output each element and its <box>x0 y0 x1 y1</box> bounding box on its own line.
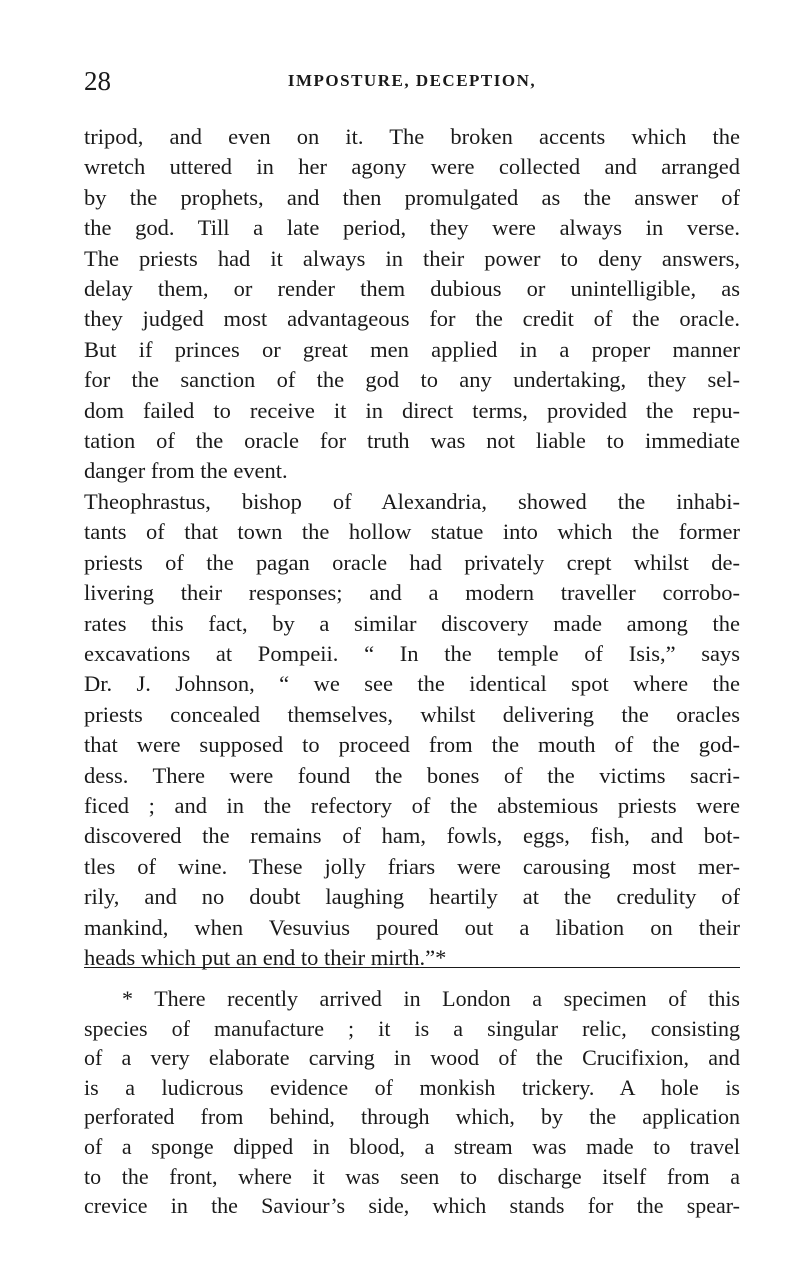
footnote-line: of a sponge dipped in blood, a stream was made to travel <box>84 1133 740 1159</box>
text-line: they judged most advantageous for the credit of the oracle. <box>84 306 740 332</box>
text-line: dess. There were found the bones of the victims sacri- <box>84 762 740 788</box>
text-line: for the sanction of the god to any undertaking, they sel- <box>84 367 740 393</box>
footnote-line: to the front, where it was seen to discharge itself from a <box>84 1163 740 1189</box>
text-line: delay them, or render them dubious or unintelligible, as <box>84 276 740 302</box>
text-line: heads which put an end to their mirth.”* <box>84 944 447 970</box>
text-line: discovered the remains of ham, fowls, eggs, fish, and bot- <box>84 823 740 849</box>
text-line: the god. Till a late period, they were always in verse. <box>84 215 740 241</box>
footnote-line: crevice in the Saviour’s side, which stands for the spear- <box>84 1193 740 1219</box>
text-line: that were supposed to proceed from the mouth of the god- <box>84 732 740 758</box>
text-line: tles of wine. These jolly friars were carousing most mer- <box>84 853 740 879</box>
text-line: livering their responses; and a modern traveller corrobo- <box>84 580 740 606</box>
text-line: by the prophets, and then promulgated as the answer of <box>84 184 740 210</box>
page-header <box>84 66 740 96</box>
text-line: mankind, when Vesuvius poured out a libation on their <box>84 914 740 940</box>
text-line: Dr. J. Johnson, “ we see the identical spot where the <box>84 671 740 697</box>
body-text <box>84 122 740 973</box>
footnote-line: perforated from behind, through which, by the application <box>84 1104 740 1130</box>
footnote <box>84 984 740 1221</box>
footnote-line: is a ludicrous evidence of monkish trickery. A hole is <box>84 1074 740 1100</box>
text-line: The priests had it always in their power to deny answers, <box>84 245 740 271</box>
running-head: IMPOSTURE, DECEPTION, <box>287 71 537 90</box>
text-line: danger from the event. <box>84 458 288 484</box>
footnote-line: * There recently arrived in London a specimen of this <box>122 986 740 1011</box>
text-line: But if princes or great men applied in a proper manner <box>84 336 740 362</box>
text-line: rates this fact, by a similar discovery made among the <box>84 610 740 636</box>
text-line: dom failed to receive it in direct terms, provided the repu- <box>84 397 740 423</box>
text-line: wretch uttered in her agony were collected and arranged <box>84 154 740 180</box>
text-line: ficed ; and in the refectory of the abstemious priests were <box>84 792 740 818</box>
text-line: rily, and no doubt laughing heartily at the credulity of <box>84 884 740 910</box>
text-line: priests concealed themselves, whilst delivering the oracles <box>84 701 740 727</box>
text-line: Theophrastus, bishop of Alexandria, showed the inhabi- <box>84 488 740 514</box>
footnote-line: of a very elaborate carving in wood of the Crucifixion, and <box>84 1045 740 1071</box>
text-line: tripod, and even on it. The broken accents which the <box>84 124 740 149</box>
text-line: priests of the pagan oracle had privately crept whilst de- <box>84 549 740 575</box>
text-line: tants of that town the hollow statue into which the former <box>84 519 740 545</box>
text-line: excavations at Pompeii. “ In the temple of Isis,” says <box>84 640 740 666</box>
text-line: tation of the oracle for truth was not liable to immediate <box>84 428 740 454</box>
page-number: 28 <box>84 66 111 96</box>
footnote-line: species of manufacture ; it is a singular relic, consisting <box>84 1015 740 1041</box>
footnote-divider <box>84 967 740 968</box>
